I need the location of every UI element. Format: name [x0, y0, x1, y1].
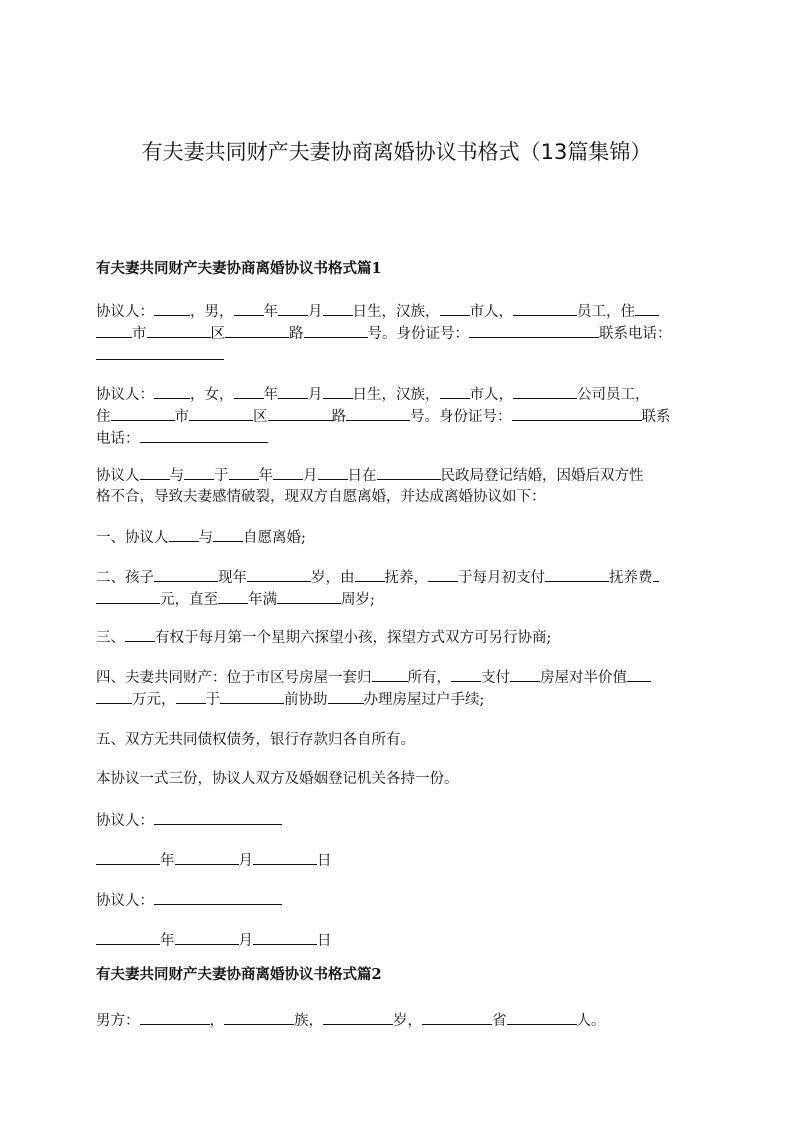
text-line	[96, 344, 700, 366]
paragraph-party-male	[96, 300, 700, 366]
signature-date-2: 年 月 日	[96, 929, 700, 951]
text-line: 万元， 于 前协助 办理房屋过户手续;	[96, 688, 700, 710]
signature-party-2: 协议人：	[96, 889, 700, 911]
clause-3	[96, 626, 700, 648]
text-line: 电话：	[96, 427, 700, 449]
text-line: 住 市 区 路 号。身份证号： 联系	[96, 405, 700, 427]
text-line: 一、协议人 与 自愿离婚;	[96, 526, 700, 548]
paragraph-husband-info: 男方： ， 族， 岁， 省 人。	[96, 1009, 700, 1031]
text-line: 格不合，导致夫妻感情破裂，现双方自愿离婚，并达成离婚协议如下：	[96, 489, 546, 505]
clause-4	[96, 666, 700, 710]
copies-note: 本协议一式三份，协议人双方及婚姻登记机关各持一份。	[96, 771, 459, 787]
clause-2	[96, 566, 700, 610]
section-heading-2: 有夫妻共同财产夫妻协商离婚协议书格式篇2	[96, 966, 382, 983]
text-line: 市 区 路 号。身份证号： 联系电话：	[96, 322, 700, 344]
text-line: 二、孩子 现年 岁，由 抚养， 于每月初支付 抚养费	[96, 566, 700, 588]
paragraph-marriage-info	[96, 464, 700, 508]
text-line: 三、 有权于每月第一个星期六探望小孩，探望方式双方可另行协商;	[96, 626, 700, 648]
document-title: 有夫妻共同财产夫妻协商离婚协议书格式（13篇集锦）	[141, 140, 652, 164]
text-line: 协议人 与 于 年 月 日在 民政局登记结婚，因婚后双方性	[96, 464, 700, 486]
paragraph-party-female	[96, 383, 700, 449]
clause-5: 五、双方无共同债权债务，银行存款归各自所有。	[96, 732, 415, 748]
text-line: 元，直至 年满 周岁;	[96, 588, 700, 610]
clause-1	[96, 526, 700, 548]
text-line: 四、夫妻共同财产：位于市区号房屋一套归 所有， 支付 房屋对半价值	[96, 666, 700, 688]
signature-party-1: 协议人：	[96, 809, 700, 831]
section-heading-1: 有夫妻共同财产夫妻协商离婚协议书格式篇1	[96, 260, 382, 277]
text-line: 协议人： ，男， 年 月 日生，汉族， 市人， 员工，住	[96, 300, 700, 322]
signature-date-1: 年 月 日	[96, 849, 700, 871]
text-line: 协议人： ，女， 年 月 日生，汉族， 市人， 公司员工，	[96, 383, 700, 405]
